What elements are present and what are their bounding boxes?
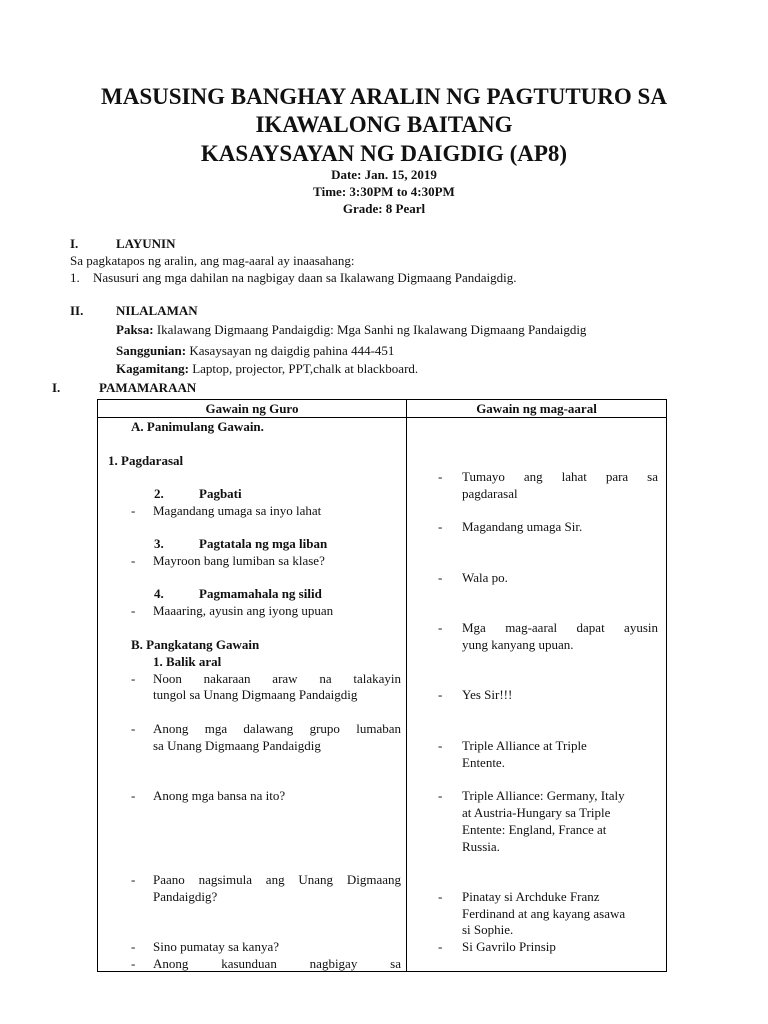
student-answer-7-line-2: at Austria-Hungary sa Triple — [462, 805, 611, 820]
sanggunian-label: Sanggunian: — [116, 343, 187, 358]
student-answer-1-line-1: Tumayo ang lahat para sa — [462, 469, 658, 484]
objective-item-number: 1. — [70, 270, 80, 285]
student-answer-7-line-3: Entente: England, France at — [462, 822, 607, 837]
dash-marker: - — [438, 469, 443, 484]
dash-marker: - — [131, 939, 136, 954]
dash-marker: - — [438, 620, 443, 635]
kagamitan-value: Laptop, projector, PPT,chalk at blackboard. — [192, 361, 419, 376]
student-answer-2: Magandang umaga Sir. — [462, 519, 583, 534]
kagamitan-label: Kagamitang: — [116, 361, 189, 376]
student-answer-4-line-1: Mga mag-aaral dapat ayusin — [462, 620, 658, 635]
grade-line: Grade: 8 Pearl — [342, 201, 426, 216]
student-answer-7-line-4: Russia. — [462, 839, 500, 854]
section-b-heading: B. Pangkatang Gawain — [131, 637, 260, 652]
objective-intro: Sa pagkatapos ng aralin, ang mag-aaral ay inaasahang: — [70, 253, 355, 268]
kagamitan-line — [116, 361, 418, 377]
sanggunian-line — [116, 343, 394, 359]
pagtatala-number: 3. — [154, 536, 164, 551]
section-3-numeral: I. — [52, 380, 61, 395]
date-line: Date: Jan. 15, 2019 — [331, 167, 437, 182]
procedure-table — [97, 399, 667, 972]
dash-marker: - — [131, 721, 136, 736]
column-header-student: Gawain ng mag-aaral — [476, 401, 597, 416]
section-a-heading: A. Panimulang Gawain. — [131, 419, 264, 434]
dash-marker: - — [438, 738, 443, 753]
pagtatala-heading: Pagtatala ng mga liban — [199, 536, 328, 551]
paksa-value: Ikalawang Digmaang Pandaigdig: Mga Sanhi ng Ikalawang Digmaang Pandaigdig — [156, 322, 587, 337]
question-5: Sino pumatay sa kanya? — [153, 939, 279, 954]
title-line-2: IKAWALONG BAITANG — [255, 112, 513, 137]
time-line: Time: 3:30PM to 4:30PM — [313, 184, 455, 199]
dash-marker: - — [438, 939, 443, 954]
pagbati-number: 2. — [154, 486, 164, 501]
header-divider — [98, 417, 666, 418]
question-3: Anong mga bansa na ito? — [153, 788, 286, 803]
pagmamahala-teacher-text: Maaaring, ayusin ang iyong upuan — [153, 603, 334, 618]
student-answer-1-line-2: pagdarasal — [462, 486, 518, 501]
sanggunian-value: Kasaysayan ng daigdig pahina 444-451 — [189, 343, 395, 358]
student-answer-5: Yes Sir!!! — [462, 687, 513, 702]
student-answer-6-line-1: Triple Alliance at Triple — [462, 738, 587, 753]
student-answer-8-line-1: Pinatay si Archduke Franz — [462, 889, 600, 904]
question-1-line-2: tungol sa Unang Digmaang Pandaigdig — [153, 687, 358, 702]
pagmamahala-number: 4. — [154, 586, 164, 601]
student-answer-7-line-1: Triple Alliance: Germany, Italy — [462, 788, 625, 803]
dash-marker: - — [438, 889, 443, 904]
dash-marker: - — [131, 788, 136, 803]
section-3-heading: PAMAMARAAN — [99, 380, 197, 395]
section-1-heading: LAYUNIN — [116, 236, 176, 251]
question-6-line-1: Anong kasunduan nagbigay sa — [153, 956, 401, 971]
section-2-numeral: II. — [70, 303, 84, 318]
dash-marker: - — [131, 872, 136, 887]
objective-item-text: Nasusuri ang mga dahilan na nagbigay daan sa Ikalawang Digmaang Pandaigdig. — [93, 270, 517, 285]
column-header-teacher: Gawain ng Guro — [205, 401, 299, 416]
pagbati-heading: Pagbati — [199, 486, 242, 501]
dash-marker: - — [131, 956, 136, 971]
column-divider — [406, 400, 407, 971]
pagdarasal-heading: 1. Pagdarasal — [108, 453, 184, 468]
student-answer-8-line-2: Ferdinand at ang kayang asawa — [462, 906, 626, 921]
dash-marker: - — [438, 570, 443, 585]
pagbati-teacher-text: Magandang umaga sa inyo lahat — [153, 503, 322, 518]
paksa-line — [116, 322, 586, 338]
section-1-numeral: I. — [70, 236, 79, 251]
section-2-heading: NILALAMAN — [116, 303, 198, 318]
title-line-3: KASAYSAYAN NG DAIGDIG (AP8) — [200, 141, 568, 166]
dash-marker: - — [438, 519, 443, 534]
dash-marker: - — [131, 503, 136, 518]
student-answer-9: Si Gavrilo Prinsip — [462, 939, 556, 954]
question-2-line-1: Anong mga dalawang grupo lumaban — [153, 721, 401, 736]
student-answer-6-line-2: Entente. — [462, 755, 505, 770]
question-4-line-2: Pandaigdig? — [153, 889, 218, 904]
paksa-label: Paksa: — [116, 322, 154, 337]
question-4-line-1: Paano nagsimula ang Unang Digmaang — [153, 872, 401, 887]
student-answer-8-line-3: si Sophie. — [462, 922, 514, 937]
dash-marker: - — [131, 553, 136, 568]
student-answer-3: Wala po. — [462, 570, 508, 585]
question-1-line-1: Noon nakaraan araw na talakayin — [153, 671, 401, 686]
dash-marker: - — [438, 788, 443, 803]
dash-marker: - — [131, 671, 136, 686]
dash-marker: - — [131, 603, 136, 618]
balik-aral-heading: 1. Balik aral — [153, 654, 222, 669]
dash-marker: - — [438, 687, 443, 702]
pagmamahala-heading: Pagmamahala ng silid — [199, 586, 322, 601]
question-2-line-2: sa Unang Digmaang Pandaigdig — [153, 738, 321, 753]
pagtatala-teacher-text: Mayroon bang lumiban sa klase? — [153, 553, 325, 568]
student-answer-4-line-2: yung kanyang upuan. — [462, 637, 574, 652]
title-line-1: MASUSING BANGHAY ARALIN NG PAGTUTURO SA — [101, 84, 667, 109]
